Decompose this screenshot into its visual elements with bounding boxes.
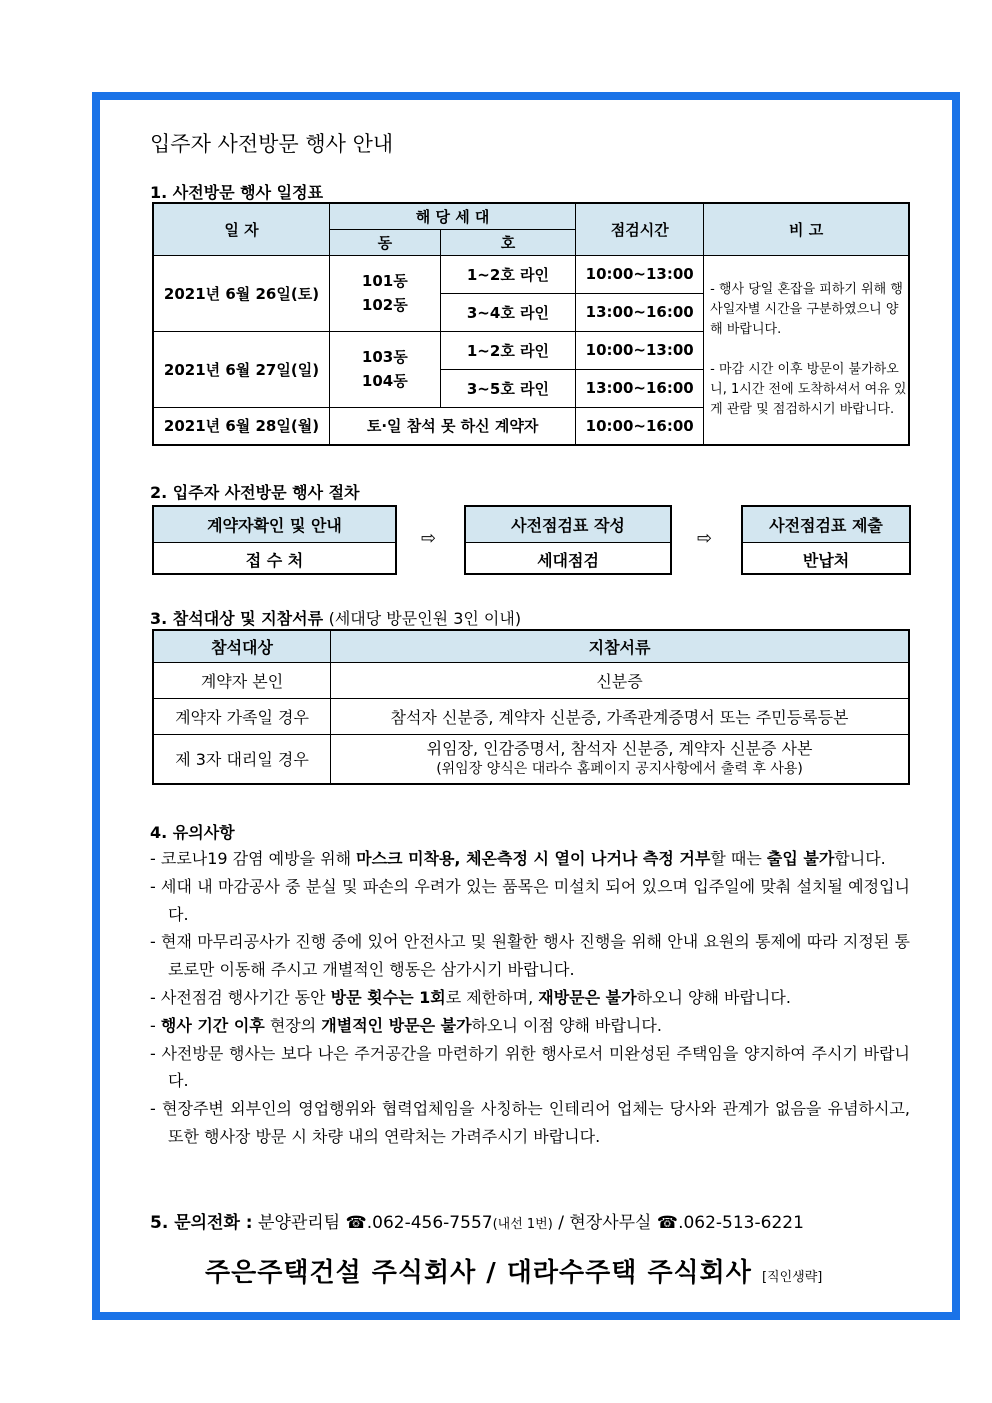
seal-note: [직인생략]	[761, 1270, 823, 1285]
schedule-target: 토·일 참석 못 하신 계약자	[329, 407, 575, 445]
remark-1: - 행사 당일 혼잡을 피하기 위해 행사일자별 시간을 구분하였으니 양해 바랍니다.	[710, 281, 903, 337]
target-cell: 계약자 본인	[153, 662, 331, 698]
contact-team2: 현장사무실	[569, 1213, 652, 1233]
docs-note: (위임장 양식은 대라수 홈페이지 공지사항에서 출력 후 사용)	[436, 760, 803, 777]
schedule-time: 13:00~16:00	[576, 369, 704, 407]
contact-label: 5. 문의전화 :	[150, 1213, 253, 1233]
remark-2: - 마감 시간 이후 방문이 불가하오니, 1시간 전에 도착하셔서 여유 있게 관람 및 점검하시기 바랍니다.	[710, 361, 907, 417]
section1-heading: 1. 사전방문 행사 일정표	[150, 183, 324, 202]
schedule-line: 3~5호 라인	[440, 369, 576, 407]
contact-phone1: ☎.062-456-7557	[345, 1213, 493, 1233]
note-item: - 사전점검 행사기간 동안 방문 횟수는 1회로 제한하며, 재방문은 불가하오니 양해 바랍니다.	[150, 987, 791, 1007]
schedule-time: 10:00~13:00	[576, 255, 704, 293]
schedule-line: 3~4호 라인	[440, 293, 576, 331]
step-place: 접 수 처	[245, 551, 304, 570]
schedule-date: 2021년 6월 28일(월)	[153, 407, 329, 445]
page-title: 입주자 사전방문 행사 안내	[150, 132, 394, 156]
section3-subheading: (세대당 방문인원 3인 이내)	[328, 609, 522, 628]
schedule-dong: 103동 104동	[329, 331, 440, 407]
schedule-date: 2021년 6월 27일(일)	[153, 331, 329, 407]
step-2	[464, 505, 672, 575]
target-cell: 계약자 가족일 경우	[153, 698, 331, 734]
step-title: 계약자확인 및 안내	[154, 507, 395, 543]
docs-cell: 신분증	[331, 662, 909, 698]
contact-line	[150, 1208, 804, 1233]
contact-phone2: ☎.062-513-6221	[656, 1213, 804, 1233]
footer-companies: 주은주택건설 주식회사 / 대라수주택 주식회사 [직인생략]	[205, 1258, 823, 1288]
notes-list	[150, 845, 910, 1151]
schedule-line: 1~2호 라인	[440, 255, 576, 293]
step-place: 반납처	[802, 551, 850, 570]
header-docs: 지참서류	[331, 630, 909, 662]
schedule-date: 2021년 6월 26일(토)	[153, 255, 329, 331]
note-item: - 코로나19 감염 예방을 위해 마스크 미착용, 체온측정 시 열이 나거나 측정 거부할 때는 출입 불가합니다.	[150, 849, 886, 868]
header-household: 해 당 세 대	[329, 203, 575, 229]
section2-heading: 2. 입주자 사전방문 행사 절차	[150, 483, 360, 502]
step-title: 사전점검표 제출	[743, 507, 909, 543]
note-item: - 현장주변 외부인의 영업행위와 협력업체임을 사칭하는 인테리어 업체는 당사와 관계가 없음을 유념하시고, 또한 행사장 방문 시 차량 내의 연락처는 가려주시기 바랍니다.	[150, 1099, 910, 1146]
header-target: 참석대상	[153, 630, 331, 662]
note-item: - 현재 마무리공사가 진행 중에 있어 안전사고 및 원활한 행사 진행을 위해 안내 요원의 통제에 따라 지정된 통로로만 이동해 주시고 개별적인 행동은 삼가시기 바랍니다.	[150, 932, 910, 980]
header-ho: 호	[440, 229, 576, 255]
docs-cell: 참석자 신분증, 계약자 신분증, 가족관계증명서 또는 주민등록등본	[331, 698, 909, 734]
contact-ext: (내선 1번)	[492, 1217, 553, 1232]
arrow-icon: ⇨	[421, 528, 437, 549]
schedule-time: 10:00~16:00	[576, 407, 704, 445]
section3-heading: 3. 참석대상 및 지참서류 (세대당 방문인원 3인 이내)	[150, 609, 522, 628]
step-3	[741, 505, 911, 575]
docs-cell: 위임장, 인감증명서, 참석자 신분증, 계약자 신분증 사본 (위임장 양식은 대라수 홈페이지 공지사항에서 출력 후 사용)	[331, 734, 909, 784]
schedule-table	[152, 202, 910, 446]
schedule-line: 1~2호 라인	[440, 331, 576, 369]
note-item: - 행사 기간 이후 현장의 개별적인 방문은 불가하오니 이점 양해 바랍니다.	[150, 1015, 662, 1035]
contact-sep: /	[558, 1213, 564, 1233]
target-cell: 제 3자 대리일 경우	[153, 734, 331, 784]
schedule-time: 10:00~13:00	[576, 331, 704, 369]
schedule-dong: 101동 102동	[329, 255, 440, 331]
schedule-remarks	[704, 255, 909, 445]
arrow-icon: ⇨	[697, 528, 713, 549]
step-title: 사전점검표 작성	[466, 507, 670, 543]
header-time: 점검시간	[576, 203, 704, 255]
step-1	[152, 505, 397, 575]
header-remark: 비 고	[704, 203, 909, 255]
header-date: 일 자	[153, 203, 329, 255]
header-dong: 동	[329, 229, 440, 255]
schedule-time: 13:00~16:00	[576, 293, 704, 331]
note-item: - 세대 내 마감공사 중 분실 및 파손의 우려가 있는 품목은 미설치 되어 있으며 입주일에 맞춰 설치될 예정입니다.	[150, 876, 910, 924]
note-item: - 사전방문 행사는 보다 나은 주거공간을 마련하기 위한 행사로서 미완성된 주택임을 양지하여 주시기 바랍니다.	[150, 1043, 910, 1091]
contact-team1: 분양관리팀	[258, 1213, 341, 1233]
step-place: 세대점검	[537, 551, 599, 570]
documents-table	[152, 629, 910, 785]
section4-heading: 4. 유의사항	[150, 823, 235, 842]
